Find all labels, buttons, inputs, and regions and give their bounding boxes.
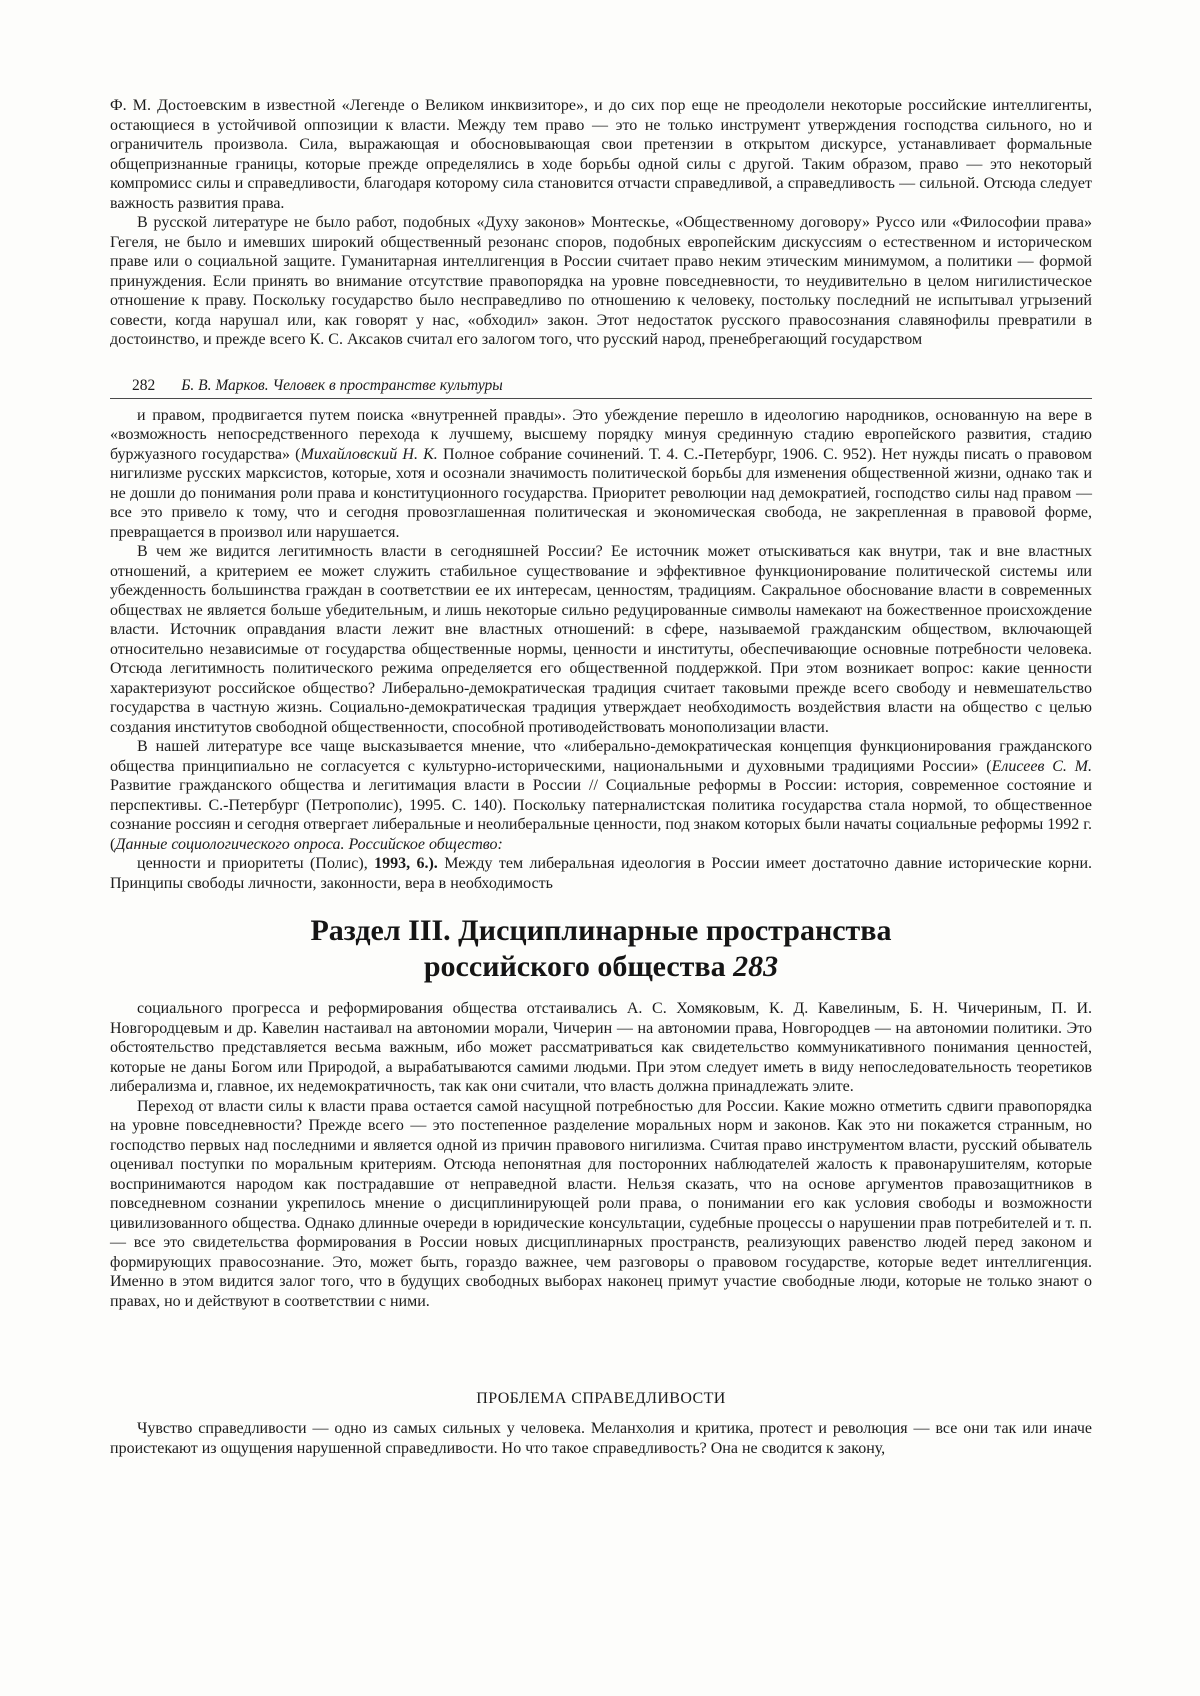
text-run: Переход от власти силы к власти права остается самой насущной потребностью для России. Какие можно отметить сдвиги правопорядка на уровне повседневности? Прежде всего — это постепенное разделение моральных норм и законов. Как это ни покажется странным, но господство первых над последними и является одной из причин правового нигилизма. Считая право инструментом власти, русский обыватель оценивал поступки по моральным критериям. Отсюда непонятная для посторонних наблюдателей жалость к правонарушителям, которые воспринимаются народом как пострадавшие от неправедной власти. Нельзя сказать, что на основе аргументов правозащитников в повседневном сознании укрепилось мнение о дисциплинирующей роли права, о понимании его как условия свободы и возможности цивилизованного общества. Однако длинные очереди в юридические консультации, судебные процессы о нарушении прав потребителей и т. п. — все это свидетельства формирования в России новых дисциплинарных пространств, реализующих равенство людей перед законом и формирующих правосознание. Это, может быть, гораздо важнее, чем разговоры о правовом государстве, которые ведет интеллигенция. Именно в этом видится залог того, что в будущих свободных выборах наконец примут участие свободные люди, которые не только знают о правах, но и действуют в соответствии с ними. <box>110 1097 1092 1310</box>
text-run: российского общества <box>423 950 734 983</box>
body-paragraph <box>110 1419 1092 1458</box>
text-run: и правом, продвигается путем поиска «внутренней правды». Это убеждение перешло в идеологию народников, основанную на вере в «возможность непосредственного перехода к лучшему, высшему порядку минуя срединную стадию европейского развития, стадию буржуазного государства» ( <box>110 406 1092 463</box>
text-run: Елисеев С. М. <box>991 757 1093 775</box>
text-run: Ф. М. Достоевским в известной «Легенде о Великом инквизиторе», и до сих пор еще не преодолели некоторые российские интеллигенты, остающиеся в устойчивой оппозиции к власти. Между тем право — это не только инструмент утверждения господства сильного, но и ограничитель произвола. Сила, выражающая и обосновывающая свои претензии в открытом дискурсе, устанавливает формальные общепризнанные границы, которые прежде определялись в ходе борьбы одной силы с другой. Таким образом, право — это некоторый компромисс силы и справедливости, благодаря которому сила становится отчасти справедливой, а справедливость — сильной. Отсюда следует важность развития права. <box>110 97 1092 212</box>
text-run: 283 <box>733 950 779 983</box>
text-run: Между тем либеральная идеология в России имеет достаточно давние исторические корни. Принципы свободы личности, законности, вера в необходимость <box>110 855 1093 892</box>
body-paragraph <box>110 854 1092 893</box>
text-run: Раздел III. Дисциплинарные пространства <box>310 914 892 947</box>
text-run: Развитие гражданского общества и легитимация власти в России // Социальные реформы в России: история, современное состояние и перспективы. С.-Петербург (Петрополис), 1995. С. 140). Поскольку патерналистская политика государства стала нормой, то общественное сознание россиян и сегодня отвергает либеральные и неолиберальные ценности, под знаком которых были начаты социальные реформы 1992 г. ( <box>110 777 1092 853</box>
text-run: ценности и приоритеты (Полис), <box>137 855 375 872</box>
text-run: Данные социологического опроса. Российское общество: <box>115 835 503 853</box>
body-paragraph <box>110 1097 1092 1312</box>
text-column <box>110 0 1092 1458</box>
text-run: социального прогресса и реформирования общества отстаивались А. С. Хомяковым, К. Д. Кавелиным, Б. Н. Чичериным, П. И. Новгородцевым и др. Кавелин настаивал на автономии морали, Чичерин — на автономии права, Новгородцев — на автономии политики. Это обстоятельство представляется весьма важным, ибо может рассматриваться как свидетельство коммуникативного понимания ценностей, которые не даны Богом или Природой, а вырабатываются самими людьми. При этом следует иметь в виду непоследовательность теоретиков либерализма и, главное, их недемократичность, так как они считали, что власть должна принадлежать элите. <box>110 1000 1092 1095</box>
section-heading-line2 <box>110 949 1092 985</box>
text-run: В русской литературе не было работ, подобных «Духу законов» Монтескье, «Общественному договору» Руссо или «Философии права» Гегеля, не было и имевших широкий общественный резонанс споров, подобных европейским дискуссиям о естественном и историческом праве или о социальной защите. Гуманитарная интеллигенция в России считает право неким этическим минимумом, а политики — формой принуждения. Если принять во внимание отсутствие правопорядка на уровне повседневности, то неудивительно в целом нигилистическое отношение к праву. Поскольку государство было несправедливо по отношению к человеку, постольку последний не испытывал угрызений совести, когда нарушал или, как говорят у нас, «обходил» закон. Этот недостаток русского правосознания славянофилы превратили в достоинство, и прежде всего К. С. Аксаков считал его залогом того, что русский народ, пренебрегающий государством <box>110 214 1092 348</box>
text-run: Полное собрание сочинений. Т. 4. С.-Петербург, 1906. С. 952). Нет нужды писать о правовом нигилизме русских марксистов, которые, хотя и осознали значимость политической борьбы для изменения общественной жизни, однако так и не дошли до понимания роли права и конституционного государства. Приоритет революции над демократией, господство силы над правом — все это привело к тому, что и сегодня провозглашенная политическая и экономическая свобода, не закрепленная в правовой форме, превращается в произвол или нарушается. <box>110 445 1093 541</box>
body-paragraph <box>110 542 1092 737</box>
body-paragraph <box>110 999 1092 1097</box>
subsection-heading: ПРОБЛЕМА СПРАВЕДЛИВОСТИ <box>476 1390 726 1407</box>
running-header-book-title: Б. В. Марков. Человек в пространстве культуры <box>181 376 503 394</box>
text-run: Чувство справедливости — одно из самых сильных у человека. Меланхолия и критика, протест и революция — все они так или иначе проистекают из ощущения нарушенной справедливости. Но что такое справедливость? Она не сводится к закону, <box>110 1420 1092 1457</box>
body-paragraph <box>110 213 1092 350</box>
body-paragraph <box>110 406 1092 543</box>
text-run: Михайловский Н. К. <box>300 445 438 463</box>
section-heading-line1 <box>110 913 1092 949</box>
text-run: В чем же видится легитимность власти в сегодняшней России? Ее источник может отыскиваться как внутри, так и вне властных отношений, а критерием ее может служить стабильное существование и эффективное функционирование политической системы или убежденность большинства граждан в соответствии ее их интересам, ценностям, традициям. Сакральное обоснование власти в современных обществах не является больше убедительным, и лишь некоторые сильно редуцированные символы намекают на божественное происхождение власти. Источник оправдания власти лежит вне властных отношений: в сфере, называемой гражданским обществом, включающей относительно независимые от государства общественные нормы, ценности и институты, обеспечивающие основные потребности человека. Отсюда легитимность политического режима определяется его общественной поддержкой. При этом возникает вопрос: какие ценности характеризуют российское общество? Либерально-демократическая традиция считает таковыми прежде всего свободу и невмешательство государства в частную жизнь. Социально-демократическая традиция утверждает необходимость воздействия власти на общество с целью создания институтов свободной общественности, способной противодействовать монополизации власти. <box>110 543 1092 736</box>
text-run: 1993, 6.). <box>374 855 438 872</box>
text-run: В нашей литературе все чаще высказывается мнение, что «либерально-демократическая концепция функционирования гражданского общества принципиально не согласуется с культурно-историческими, национальными и духовными традициями России» ( <box>110 738 1092 775</box>
body-paragraph-continuation <box>110 96 1092 213</box>
body-paragraph <box>110 737 1092 854</box>
running-header-page-number: 282 <box>132 376 156 394</box>
running-header <box>110 376 1092 399</box>
section-heading <box>110 913 1092 985</box>
